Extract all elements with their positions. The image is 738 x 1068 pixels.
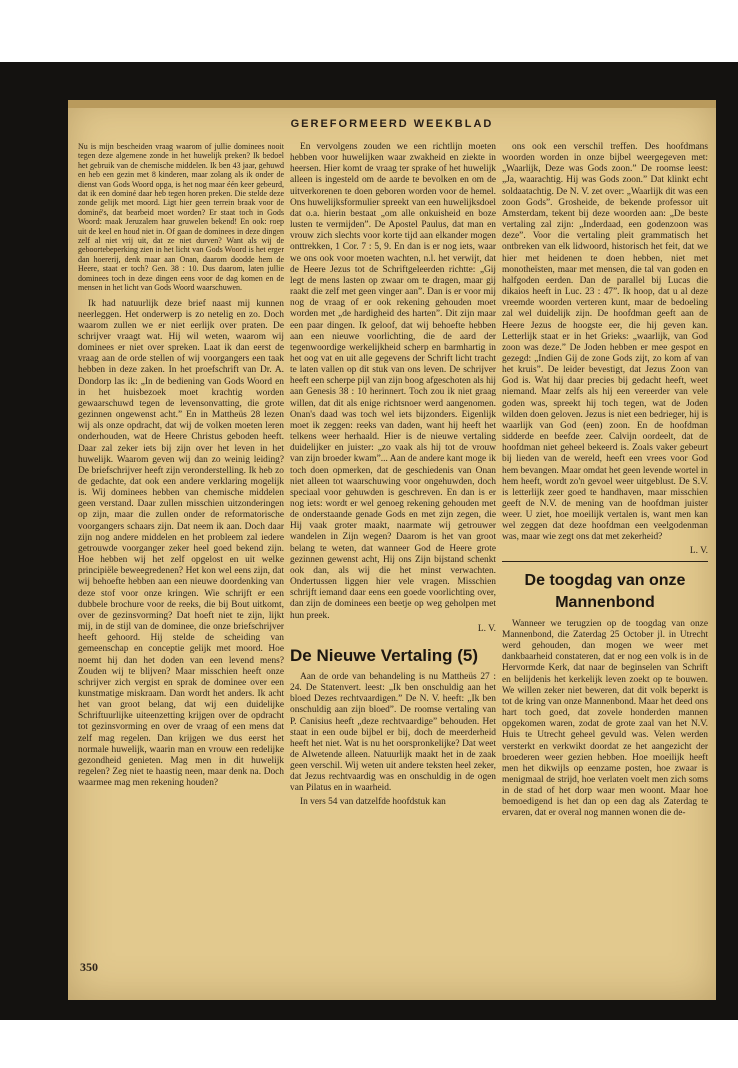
section-title-line-2: Mannenbond <box>555 593 655 611</box>
reader-letter <box>78 142 284 293</box>
section-divider <box>502 561 708 562</box>
article-paragraph: Wanneer we terugzien op de toogdag van onze Mannenbond, die Zaterdag 25 October jl. in Utrecht werd gehouden, dan mogen we weer met dankbaarheid constateren, dat er nog een volk is in de Hervormde Kerk, dat naar de beginselen van Schrift en belijdenis het kerkelijk leven zoekt op te bouwen. We willen zeker niet beweren, dat dit volk beperkt is tot de kring van onze Mannenbond. Maar het deed ons hart toch goed, dat zovele honderden mannen opgekomen waren, zodat de grote zaal van het N.V. Huis te Utrecht geheel gevuld was. Velen werden versterkt en verkwikt doordat ze het aangezicht der broederen weer gezien hebben. Hoe moeilijk heeft men het dikwijls op eenzame posten, hoe zwaar is menigmaal de strijd, hoe verlaten voelt men zich soms in de stad of het dorp waar men woont. Maar hoe bemoedigend is het dan op een dag als Zaterdag te ervaren, dat er overal nog mannen wonen die de- <box>502 618 708 819</box>
page-top-edge <box>68 100 716 108</box>
column-2 <box>290 142 496 810</box>
article-paragraph: En vervolgens zouden we een richtlijn moeten hebben voor huwelijken waar zwakheid en ziekte in heersen. Hier komt de vraag ter sprake of het huwelijk alleen is ingesteld om de aarde te bevolken en om de uitverkorenen te doen geboren worden voor de hemel. Ons huwelijksformulier spreekt van een huwelijksdoel dat o.a. hierin bestaat „om alle onkuisheid en boze lusten te vermijden”. De Apostel Paulus, dat man en vrouw zich slechts voor korte tijd aan elkander mogen onttrekken, 1 Cor. 7 : 5, 9. En dan is er nog iets, waar we ons ook voor moeten wachten, n.l. het verwijt, dat de Heere Jezus tot de Schriftgeleerden richtte: „Gij legt de mens lasten op zwaar om te dragen, maar gij raakt die zelf met geen vinger aan”. Dan is er voor mij nog de vraag of er ook rekening gehouden moet worden met „de hardigheid des harten”. Dit zijn maar een paar dingen. Ik geloof, dat wij behoefte hebben aan een nieuwe voorlichting, die de aard der tegenwoordige werkelijkheid scherp en barmhartig in het oog vat en uit alle gegevens der Schrift licht tracht te laten vallen op dit stuk van ons leven. De schrijver heeft een scherpe pijl van zijn boog afgeschoten als hij aan Genesis 38 : 10 herinnert. Toch zou ik niet graag willen, dat dit als enige richtsnoer werd aangenomen. Onan's daad was toch wel iets bijzonders. Eigenlijk moet ik zeggen: reeks van daden, want hij heeft het telkens weer herhaald. Hier is de nieuwe vertaling duidelijker en juister: „zo vaak als hij tot de vrouw van zijn broeder kwam”... Aan de andere kant moge ik toch doen opmerken, dat de geschiedenis van Onan niet alleen tot waarschuwing voor ongehuwden, doch speciaal voor gehuwden is geschreven. En dan is er nog iets: wordt er wel genoeg rekening gehouden met de onderstaande genade Gods en met zijn zegen, die Hij vaak groter maakt, naarmate wij getrouwer wandelen in Zijn wegen? Daarom is het van groot belang te weten, dat wanneer God de Heere grote gezinnen gewenst acht, Hij ons Zijn bijstand schenkt ook dan, als wij die het minst verwachten. Ondertussen liggen hier vele vragen. Misschien schrijft iemand daar eens een goede voorlichting over, dan zijn de dominees een beetje op weg geholpen met hun preek. <box>290 142 496 621</box>
section-title-line-1: De toogdag van onze <box>524 571 686 589</box>
page-number: 350 <box>80 960 98 974</box>
running-head: GEREFORMEERD WEEKBLAD <box>290 118 494 130</box>
article-paragraph: In vers 54 van datzelfde hoofdstuk kan <box>300 796 446 807</box>
section-title-nieuwe-vertaling: De Nieuwe Vertaling (5) <box>290 645 478 665</box>
column-1 <box>78 142 284 791</box>
article-paragraph: Ik had natuurlijk deze brief naast mij kunnen neerleggen. Het onderwerp is zo netelig en zo. Doch waarom zullen we er niet eerlijk over praten. De schrijver vraagt wat. Hij wil weten, waarom wij dominees er niet over spreken. Laat ik dan eerst de vraag aan de orde stellen of wij voorgangers een taak hebben in deze zaken. In het proefschrift van Dr. A. Dondorp las ik: „In de bediening van Gods Woord en in het huisbezoek moet krachtig worden gewaarschuwd tegen de levensonvatting, die grote gezinnen ongewenst acht.” En in Mattheüs 28 lezen wij als onze opdracht, dat wij de volken moeten leren onderhouden, wat de Heere Christus geboden heeft. Daar zal zeker iets bij zijn over het leven in het huwelijk. Waarom geven wij dan zo weinig leiding? De briefschrijver heeft zijn veronderstelling. Ik heb zo de gedachte, dat ook een andere verklaring mogelijk is. Wij dominees hebben van chemische middelen geen verstand. Daar zullen misschien uitzonderingen op zijn, maar die zullen onder de reformatorische voorgangers schaars zijn. Dat neem ik aan. Doch daar zijn nog andere middelen en het probleem zal iedere getrouwde voorganger zeker heel goed bekend zijn. Hoe hebben wij het zelf opgelost en uit welke principiële beweegredenen? Het kon wel eens zijn, dat wij behoefte hebben aan een nieuwe doordenking van deze stof voor onze kringen. Wie schrijft er een dubbele brochure voor de reeks, die bij Bout uitkomt, over de gezinsvorming? Dat hoeft niet te zijn, lijkt mij, in de stijl van de dominee, die onze briefschrijver heeft gehoord. Hij stelde de scheiding van gemeenschap en conceptie gelijk met moord. Hoe noemt hij dan het doden van een levend mens? Zouden wij te blijven? Maar misschien heeft onze schrijver zich vergist en sprak de dominee over een kunstmatige miskraam. Dan wordt het anders. Ik acht het van groot belang, dat wij een duidelijke Schriftuurlijke uiteenzetting krijgen over de opdracht tot gezinsvorming en over de vraag of een mens dat zelf mag regelen. Dan krijgen we dus eerst het normale huwelijk, waarin man en vrouw een redelijke gezondheid genieten. Mag men in dit huwelijk regelen? Zeg niet te haastig neen, maar denk na. Doch waarmee mag men rekening houden? <box>78 298 284 789</box>
author-initials: L. V. <box>477 623 496 634</box>
column-3 <box>502 142 708 822</box>
reader-letter-text: Nu is mijn bescheiden vraag waarom of jullie dominees nooit tegen deze algemene zonde in het huwelijk preken? Ik bedoel het gebruik van de chemische middelen. Ik ben 43 jaar, gehuwd en heb een gezin met 8 kinderen, maar zolang als ik onder de dienst van Gods Woord opga, is het nog maar één keer gebeurd, dat ik een dominé daar heb tegen horen preken. Die stelde deze zonde gelijk met moord. Ligt hier geen terrein braak voor de dominé's, dat bearbeid moet worden? Er staat toch in Gods Woord: maak Jeruzalem haar gruwelen bekend! En ook: roep uit de keel en houd niet in. Of gaan de dominees in deze dingen zelf al niet vrij uit, dat ze niet durven? Want als wij de geboortebeperking zien in het licht van Gods Woord is het erger dan hoererij, denk maar aan Onan, daarom doodde hem de Heere, staat er toch? Gen. 38 : 10. Dus daarom, laten jullie dominees toch in deze dingen eens voor de dag komen en de mensen in het licht van Gods Woord waarschuwen. <box>78 142 284 293</box>
author-initials: L. V. <box>689 545 708 556</box>
article-paragraph: ons ook een verschil treffen. Des hoofdmans woorden worden in onze bijbel weergegeven met: „Waarlijk, Deze was Gods zoon.” De roomse leest: „Ja, waarachtig. Hij was Gods zoon.” Dat klinkt echt soldaatachtig. De N. V. zet over: „Waarlijk dit was een zoon Gods”. Grosheide, de bekende professor uit Amsterdam, tekent bij deze woorden aan: „De beste vertaling zal zijn: „Inderdaad, een godenzoon was deze”. Voor die vertaling pleit grammatisch het ontbreken van elk lidwoord, historisch het feit, dat we hier met heidenen te doen hebben, niet met monotheïsten, maar met mensen, die tal van goden en halfgoden eerden. Dan de parallel bij Lucas die dikaios heeft in Luc. 23 : 47”. Ik hoop, dat u al deze vreemde woorden verteren kunt, maar de bedoeling zal wel duidelijk zijn. De hoofdman geeft aan de Heere Jezus de hoogste eer, die hij geven kan. Letterlijk staat er in het Grieks: „waarlijk, van God zoon was deze.” De Joden hebben er mee gespot en gezegd: „Indien Gij de zone Gods zijt, zo kom af van het kruis”. De leider bevestigt, dat Jezus Zoon van God is. Wat hij daar precies bij gedacht heeft, weet niemand. Maar zelfs als hij een vereerder van vele goden was, spreekt hij toch tegen, wat de Joden wilden doen geloven. Jezus is niet een bedrieger, hij is waarlijk van God (een) zoon. En de hoofdman sidderde en beefde zeer. Calvijn oordeelt, dat de hoofdman niet geheel bekeerd is. Zoals vaker gebeurt bij lieden van de wereld, heeft een vrees voor God hem bevangen. Maar omdat het geen levende wortel in hem heeft, wordt zo'n gevoel weer uitgeblust. De S.V. is letterlijk zeer goed te handhaven, maar misschien geeft de N.V. de mening van de hoofdman juister weer. U ziet, hoe moeilijk vertalen is, want men kan wel zeggen dat deze hoofdman een veelgodenman was, maar wie zegt ons dat met zekerheid? <box>502 142 708 543</box>
newspaper-page <box>68 100 716 1000</box>
section-title-toogdag <box>502 570 708 614</box>
article-paragraph: Aan de orde van behandeling is nu Mattheüs 27 : 24. De Statenvert. leest: „Ik ben onschuldig aan het bloed Dezes rechtvaardigen.” De N. V. heeft: „Ik ben onschuldig aan zijn bloed”. De roomse vertaling van P. Canisius heeft „deze rechtvaardige” behouden. Het staat in een oude bijbel er bij, doch de meerderheid heeft het niet. Wat is nu het oorspronkelijke? Dat weet de Alwetende alleen. Natuurlijk maakt het in de zaak geen verschil. Wij weten uit andere teksten heel zeker, dat Jezus rechtvaardig was en onschuldig in de ogen van Pilatus en in waarheid. <box>290 671 496 794</box>
